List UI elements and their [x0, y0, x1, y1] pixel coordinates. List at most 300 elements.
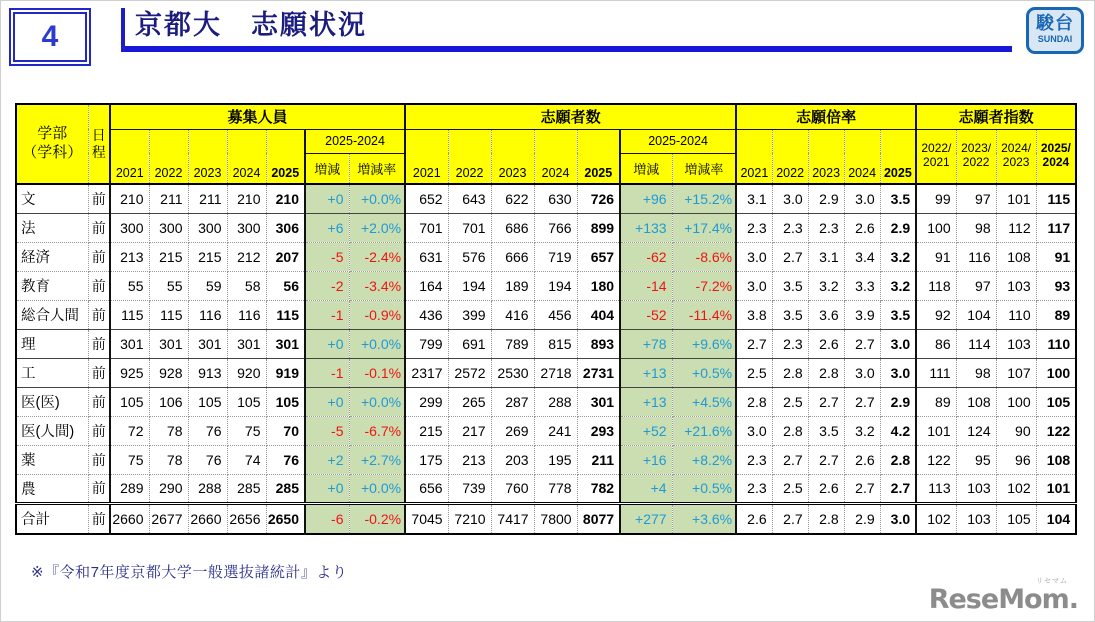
- applicants-year-cell: 241: [534, 416, 577, 445]
- applicants-year-cell: 211: [577, 445, 620, 474]
- ratio-year-cell: 3.2: [880, 271, 916, 300]
- schedule-cell: 前: [88, 271, 110, 300]
- recruit-year-cell: 55: [149, 271, 188, 300]
- schedule-cell: 前: [88, 358, 110, 387]
- recruit-year-cell: 116: [227, 300, 266, 329]
- recruit-year-cell: 290: [149, 474, 188, 503]
- ratio-year-header: 2025: [880, 129, 916, 184]
- recruit-year-cell: 215: [188, 242, 227, 271]
- index-cell: 117: [1036, 213, 1076, 242]
- applicants-year-cell: 2530: [491, 358, 534, 387]
- index-cell: 86: [916, 329, 956, 358]
- applicants-diff-cell: +13: [620, 387, 672, 416]
- applicants-rate-cell: +4.5%: [672, 387, 736, 416]
- recruit-rate-cell: +2.0%: [349, 213, 405, 242]
- ratio-year-cell: 3.0: [736, 271, 772, 300]
- ratio-year-cell: 2.8: [808, 358, 844, 387]
- recruit-year-header: 2024: [227, 129, 266, 184]
- page-title: 京都大 志願状況: [135, 10, 367, 40]
- applicants-year-cell: 686: [491, 213, 534, 242]
- index-cell: 104: [956, 300, 996, 329]
- index-cell: 114: [956, 329, 996, 358]
- ratio-year-cell: 2.7: [736, 329, 772, 358]
- applicants-year-cell: 269: [491, 416, 534, 445]
- ratio-year-cell: 3.5: [772, 300, 808, 329]
- recruit-year-cell: 288: [188, 474, 227, 503]
- recruit-rate-cell: +0.0%: [349, 184, 405, 213]
- applicants-diff-cell: +4: [620, 474, 672, 503]
- recruit-year-cell: 301: [149, 329, 188, 358]
- ratio-year-header: 2024: [844, 129, 880, 184]
- schedule-cell: 前: [88, 445, 110, 474]
- applicants-rate-cell: -7.2%: [672, 271, 736, 300]
- applicants-diff-cell: -52: [620, 300, 672, 329]
- index-cell: 113: [916, 474, 956, 503]
- recruit-year-cell: 55: [110, 271, 149, 300]
- applicants-year-cell: 399: [448, 300, 491, 329]
- faculty-cell: 経済: [16, 242, 88, 271]
- schedule-cell: 前: [88, 242, 110, 271]
- applicants-rate-cell: +0.5%: [672, 358, 736, 387]
- applicants-rate-cell: +0.5%: [672, 474, 736, 503]
- index-cell: 91: [1036, 242, 1076, 271]
- table-row: [16, 300, 1076, 329]
- table-row: [16, 242, 1076, 271]
- index-header: 2023/ 2022: [956, 129, 996, 184]
- ratio-year-cell: 2.8: [772, 416, 808, 445]
- table-row: [16, 387, 1076, 416]
- recruit-year-cell: 289: [110, 474, 149, 503]
- title-underline: [125, 46, 1012, 52]
- recruit-year-cell: 928: [149, 358, 188, 387]
- applicants-rate-cell: +3.6%: [672, 503, 736, 534]
- recruit-year-cell: 76: [188, 445, 227, 474]
- applicants-year-cell: 195: [534, 445, 577, 474]
- applicants-year-cell: 194: [448, 271, 491, 300]
- applicants-diff-cell: +13: [620, 358, 672, 387]
- recruit-year-cell: 115: [266, 300, 305, 329]
- table-row: [16, 474, 1076, 503]
- col-group-0: 募集人員: [110, 104, 405, 129]
- ratio-year-cell: 2.3: [808, 213, 844, 242]
- ratio-year-cell: 2.7: [844, 387, 880, 416]
- ratio-year-cell: 3.0: [772, 184, 808, 213]
- applicants-year-header: 2025: [577, 129, 620, 184]
- ratio-year-cell: 2.8: [808, 503, 844, 534]
- recruit-diff-cell: -5: [305, 416, 349, 445]
- index-cell: 108: [996, 242, 1036, 271]
- recruit-year-cell: 301: [266, 329, 305, 358]
- applicants-year-cell: 7045: [405, 503, 448, 534]
- ratio-year-cell: 2.7: [772, 242, 808, 271]
- applicants-year-cell: 893: [577, 329, 620, 358]
- ratio-year-cell: 2.7: [880, 474, 916, 503]
- schedule-cell: 前: [88, 416, 110, 445]
- index-cell: 96: [996, 445, 1036, 474]
- faculty-cell: 教育: [16, 271, 88, 300]
- applicants-year-cell: 726: [577, 184, 620, 213]
- corner-faculty-header: 学部 （学科）: [16, 104, 88, 184]
- recruit-year-cell: 300: [149, 213, 188, 242]
- recruit-year-cell: 920: [227, 358, 266, 387]
- applicants-rate-cell: -8.6%: [672, 242, 736, 271]
- index-cell: 89: [916, 387, 956, 416]
- index-cell: 122: [1036, 416, 1076, 445]
- ratio-year-cell: 2.3: [736, 474, 772, 503]
- applicants-year-cell: 288: [534, 387, 577, 416]
- index-cell: 112: [996, 213, 1036, 242]
- applicants-rate-cell: -11.4%: [672, 300, 736, 329]
- recruit-diff-cell: +6: [305, 213, 349, 242]
- recruit-year-cell: 212: [227, 242, 266, 271]
- applicants-year-cell: 7210: [448, 503, 491, 534]
- ratio-year-cell: 3.4: [844, 242, 880, 271]
- faculty-cell: 医(人間): [16, 416, 88, 445]
- recruit-year-cell: 210: [227, 184, 266, 213]
- ratio-year-cell: 2.8: [736, 387, 772, 416]
- index-cell: 105: [1036, 387, 1076, 416]
- recruit-diff-cell: -5: [305, 242, 349, 271]
- index-cell: 98: [956, 358, 996, 387]
- applicants-year-cell: 7417: [491, 503, 534, 534]
- applicants-year-cell: 799: [405, 329, 448, 358]
- ratio-year-header: 2021: [736, 129, 772, 184]
- index-cell: 89: [1036, 300, 1076, 329]
- applicants-year-cell: 643: [448, 184, 491, 213]
- recruit-diff-cell: -1: [305, 300, 349, 329]
- index-cell: 102: [996, 474, 1036, 503]
- recruit-rate-cell: -0.1%: [349, 358, 405, 387]
- applicants-year-cell: 456: [534, 300, 577, 329]
- recruit-year-cell: 210: [110, 184, 149, 213]
- applicants-year-cell: 8077: [577, 503, 620, 534]
- recruit-diff-cell: -6: [305, 503, 349, 534]
- applicants-year-cell: 701: [405, 213, 448, 242]
- ratio-year-cell: 2.9: [808, 184, 844, 213]
- recruit-year-cell: 106: [149, 387, 188, 416]
- source-note: ※『令和7年度京都大学一般選抜諸統計』より: [31, 564, 348, 581]
- ratio-year-cell: 3.2: [844, 416, 880, 445]
- table-row: [16, 271, 1076, 300]
- ratio-year-cell: 3.0: [736, 416, 772, 445]
- index-cell: 99: [916, 184, 956, 213]
- ratio-year-cell: 3.0: [844, 184, 880, 213]
- index-cell: 122: [916, 445, 956, 474]
- ratio-year-cell: 2.6: [736, 503, 772, 534]
- ratio-year-cell: 3.8: [736, 300, 772, 329]
- ratio-year-cell: 3.2: [880, 242, 916, 271]
- recruit-year-cell: 913: [188, 358, 227, 387]
- faculty-cell: 理: [16, 329, 88, 358]
- ratio-year-cell: 2.3: [736, 213, 772, 242]
- ratio-year-cell: 2.6: [808, 474, 844, 503]
- applicants-year-cell: 789: [491, 329, 534, 358]
- ratio-year-cell: 3.1: [808, 242, 844, 271]
- recruit-year-cell: 78: [149, 416, 188, 445]
- recruit-year-cell: 2656: [227, 503, 266, 534]
- index-cell: 115: [1036, 184, 1076, 213]
- ratio-year-cell: 2.3: [772, 329, 808, 358]
- applicants-diff-cell: +52: [620, 416, 672, 445]
- sundai-logo: [1026, 7, 1084, 54]
- index-cell: 110: [996, 300, 1036, 329]
- recruit-year-cell: 75: [227, 416, 266, 445]
- index-cell: 97: [956, 184, 996, 213]
- schedule-cell: 前: [88, 213, 110, 242]
- schedule-cell: 前: [88, 503, 110, 534]
- recruit-rate-cell: -0.9%: [349, 300, 405, 329]
- applicants-diff-cell: +277: [620, 503, 672, 534]
- recruit-diff-cell: +0: [305, 387, 349, 416]
- index-cell: 108: [956, 387, 996, 416]
- applicants-diff-header: 増減: [620, 153, 672, 184]
- sundai-logo-kanji: 駿台: [1036, 13, 1074, 33]
- ratio-year-cell: 4.2: [880, 416, 916, 445]
- applicants-year-cell: 2718: [534, 358, 577, 387]
- ratio-year-cell: 2.7: [844, 474, 880, 503]
- recruit-year-cell: 105: [110, 387, 149, 416]
- table-row: [16, 184, 1076, 213]
- recruit-year-cell: 211: [188, 184, 227, 213]
- ratio-year-cell: 3.6: [808, 300, 844, 329]
- recruit-year-cell: 215: [149, 242, 188, 271]
- recruit-year-cell: 76: [266, 445, 305, 474]
- applicants-diff-cell: -14: [620, 271, 672, 300]
- recruit-year-cell: 74: [227, 445, 266, 474]
- applicants-year-cell: 666: [491, 242, 534, 271]
- recruit-diff-cell: +2: [305, 445, 349, 474]
- table-body: [16, 184, 1076, 534]
- resemom-logo-text: ReseMom.: [928, 584, 1078, 615]
- applicants-diff-span-header: 2025-2024: [620, 129, 736, 153]
- recruit-year-cell: 72: [110, 416, 149, 445]
- recruit-diff-cell: -1: [305, 358, 349, 387]
- application-status-table: [15, 103, 1077, 535]
- ratio-year-header: 2023: [808, 129, 844, 184]
- recruit-year-cell: 301: [227, 329, 266, 358]
- index-header: 2022/ 2021: [916, 129, 956, 184]
- ratio-year-cell: 3.0: [844, 358, 880, 387]
- applicants-year-cell: 631: [405, 242, 448, 271]
- ratio-year-cell: 2.6: [844, 213, 880, 242]
- applicants-year-cell: 287: [491, 387, 534, 416]
- applicants-year-header: 2021: [405, 129, 448, 184]
- ratio-year-cell: 2.8: [880, 445, 916, 474]
- recruit-rate-cell: -6.7%: [349, 416, 405, 445]
- index-header: 2024/ 2023: [996, 129, 1036, 184]
- recruit-year-cell: 105: [188, 387, 227, 416]
- recruit-rate-cell: +0.0%: [349, 329, 405, 358]
- recruit-diff-cell: +0: [305, 329, 349, 358]
- applicants-year-cell: 576: [448, 242, 491, 271]
- index-cell: 91: [916, 242, 956, 271]
- applicants-rate-cell: +15.2%: [672, 184, 736, 213]
- applicants-rate-header: 増減率: [672, 153, 736, 184]
- sundai-logo-roman: SUNDAI: [1037, 33, 1073, 44]
- applicants-rate-cell: +9.6%: [672, 329, 736, 358]
- index-cell: 110: [1036, 329, 1076, 358]
- index-cell: 100: [996, 387, 1036, 416]
- faculty-cell: 医(医): [16, 387, 88, 416]
- ratio-year-cell: 3.0: [880, 503, 916, 534]
- applicants-year-cell: 203: [491, 445, 534, 474]
- col-group-3: 志願者指数: [916, 104, 1076, 129]
- applicants-year-cell: 215: [405, 416, 448, 445]
- corner-schedule-header: 日 程: [88, 104, 110, 184]
- recruit-year-cell: 115: [149, 300, 188, 329]
- recruit-rate-cell: +2.7%: [349, 445, 405, 474]
- applicants-year-cell: 760: [491, 474, 534, 503]
- schedule-cell: 前: [88, 329, 110, 358]
- applicants-year-header: 2023: [491, 129, 534, 184]
- faculty-cell: 工: [16, 358, 88, 387]
- recruit-year-cell: 70: [266, 416, 305, 445]
- applicants-year-cell: 899: [577, 213, 620, 242]
- recruit-year-cell: 300: [188, 213, 227, 242]
- index-cell: 111: [916, 358, 956, 387]
- recruit-rate-cell: +0.0%: [349, 474, 405, 503]
- ratio-year-cell: 2.5: [772, 387, 808, 416]
- applicants-diff-cell: +16: [620, 445, 672, 474]
- applicants-rate-cell: +17.4%: [672, 213, 736, 242]
- applicants-diff-cell: +133: [620, 213, 672, 242]
- applicants-year-cell: 7800: [534, 503, 577, 534]
- resemom-logo-kana: リセマム: [1036, 578, 1068, 585]
- applicants-year-cell: 164: [405, 271, 448, 300]
- recruit-year-cell: 207: [266, 242, 305, 271]
- index-cell: 104: [1036, 503, 1076, 534]
- ratio-year-cell: 2.8: [772, 358, 808, 387]
- index-cell: 108: [1036, 445, 1076, 474]
- recruit-year-cell: 2660: [188, 503, 227, 534]
- index-cell: 93: [1036, 271, 1076, 300]
- recruit-year-cell: 301: [110, 329, 149, 358]
- schedule-cell: 前: [88, 300, 110, 329]
- ratio-year-cell: 2.6: [808, 329, 844, 358]
- table-row: [16, 416, 1076, 445]
- table-row: [16, 445, 1076, 474]
- recruit-year-header: 2025: [266, 129, 305, 184]
- table-wrapper: [15, 103, 1094, 535]
- recruit-diff-cell: -2: [305, 271, 349, 300]
- index-cell: 95: [956, 445, 996, 474]
- recruit-diff-cell: +0: [305, 184, 349, 213]
- recruit-year-cell: 2677: [149, 503, 188, 534]
- applicants-year-cell: 404: [577, 300, 620, 329]
- ratio-year-cell: 2.7: [808, 445, 844, 474]
- ratio-year-cell: 2.9: [844, 503, 880, 534]
- recruit-year-cell: 300: [227, 213, 266, 242]
- recruit-rate-cell: -2.4%: [349, 242, 405, 271]
- ratio-year-cell: 2.6: [844, 445, 880, 474]
- ratio-year-cell: 2.7: [844, 329, 880, 358]
- ratio-year-cell: 3.5: [880, 184, 916, 213]
- index-header: 2025/ 2024: [1036, 129, 1076, 184]
- applicants-year-cell: 265: [448, 387, 491, 416]
- index-cell: 98: [956, 213, 996, 242]
- recruit-year-cell: 115: [110, 300, 149, 329]
- recruit-rate-cell: +0.0%: [349, 387, 405, 416]
- recruit-year-cell: 76: [188, 416, 227, 445]
- index-cell: 103: [956, 474, 996, 503]
- ratio-year-cell: 2.7: [772, 445, 808, 474]
- recruit-year-cell: 2650: [266, 503, 305, 534]
- faculty-cell: 農: [16, 474, 88, 503]
- applicants-year-cell: 622: [491, 184, 534, 213]
- recruit-year-cell: 2660: [110, 503, 149, 534]
- recruit-year-header: 2023: [188, 129, 227, 184]
- recruit-year-cell: 301: [188, 329, 227, 358]
- index-cell: 116: [956, 242, 996, 271]
- recruit-rate-header: 増減率: [349, 153, 405, 184]
- index-cell: 92: [916, 300, 956, 329]
- ratio-year-cell: 3.5: [808, 416, 844, 445]
- ratio-year-cell: 3.5: [880, 300, 916, 329]
- applicants-rate-cell: +21.6%: [672, 416, 736, 445]
- ratio-year-cell: 2.7: [772, 503, 808, 534]
- index-cell: 103: [996, 271, 1036, 300]
- ratio-year-cell: 3.0: [736, 242, 772, 271]
- applicants-year-cell: 2572: [448, 358, 491, 387]
- applicants-year-cell: 175: [405, 445, 448, 474]
- index-cell: 101: [996, 184, 1036, 213]
- index-cell: 103: [996, 329, 1036, 358]
- ratio-year-cell: 2.5: [772, 474, 808, 503]
- applicants-year-cell: 739: [448, 474, 491, 503]
- ratio-year-cell: 3.0: [880, 329, 916, 358]
- ratio-year-cell: 3.5: [772, 271, 808, 300]
- ratio-year-header: 2022: [772, 129, 808, 184]
- header-sub-row: [16, 129, 1076, 153]
- table-row: [16, 213, 1076, 242]
- recruit-year-cell: 919: [266, 358, 305, 387]
- ratio-year-cell: 2.3: [772, 213, 808, 242]
- applicants-diff-cell: +78: [620, 329, 672, 358]
- table-row: [16, 503, 1076, 534]
- applicants-year-cell: 189: [491, 271, 534, 300]
- applicants-year-cell: 701: [448, 213, 491, 242]
- applicants-year-cell: 782: [577, 474, 620, 503]
- index-cell: 107: [996, 358, 1036, 387]
- applicants-year-cell: 815: [534, 329, 577, 358]
- ratio-year-cell: 3.2: [808, 271, 844, 300]
- faculty-cell: 総合人間: [16, 300, 88, 329]
- applicants-rate-cell: +8.2%: [672, 445, 736, 474]
- schedule-cell: 前: [88, 387, 110, 416]
- applicants-year-cell: 719: [534, 242, 577, 271]
- applicants-year-cell: 436: [405, 300, 448, 329]
- table-head: [16, 104, 1076, 184]
- recruit-diff-header: 増減: [305, 153, 349, 184]
- schedule-cell: 前: [88, 184, 110, 213]
- applicants-year-cell: 2731: [577, 358, 620, 387]
- index-cell: 118: [916, 271, 956, 300]
- recruit-diff-span-header: 2025-2024: [305, 129, 405, 153]
- applicants-year-cell: 630: [534, 184, 577, 213]
- applicants-year-cell: 293: [577, 416, 620, 445]
- schedule-cell: 前: [88, 474, 110, 503]
- applicants-year-cell: 213: [448, 445, 491, 474]
- ratio-year-cell: 3.1: [736, 184, 772, 213]
- recruit-year-cell: 75: [110, 445, 149, 474]
- applicants-year-cell: 766: [534, 213, 577, 242]
- ratio-year-cell: 3.3: [844, 271, 880, 300]
- page-header: [1, 1, 1094, 66]
- index-cell: 100: [1036, 358, 1076, 387]
- applicants-year-cell: 657: [577, 242, 620, 271]
- recruit-year-header: 2021: [110, 129, 149, 184]
- section-number: 4: [41, 20, 59, 53]
